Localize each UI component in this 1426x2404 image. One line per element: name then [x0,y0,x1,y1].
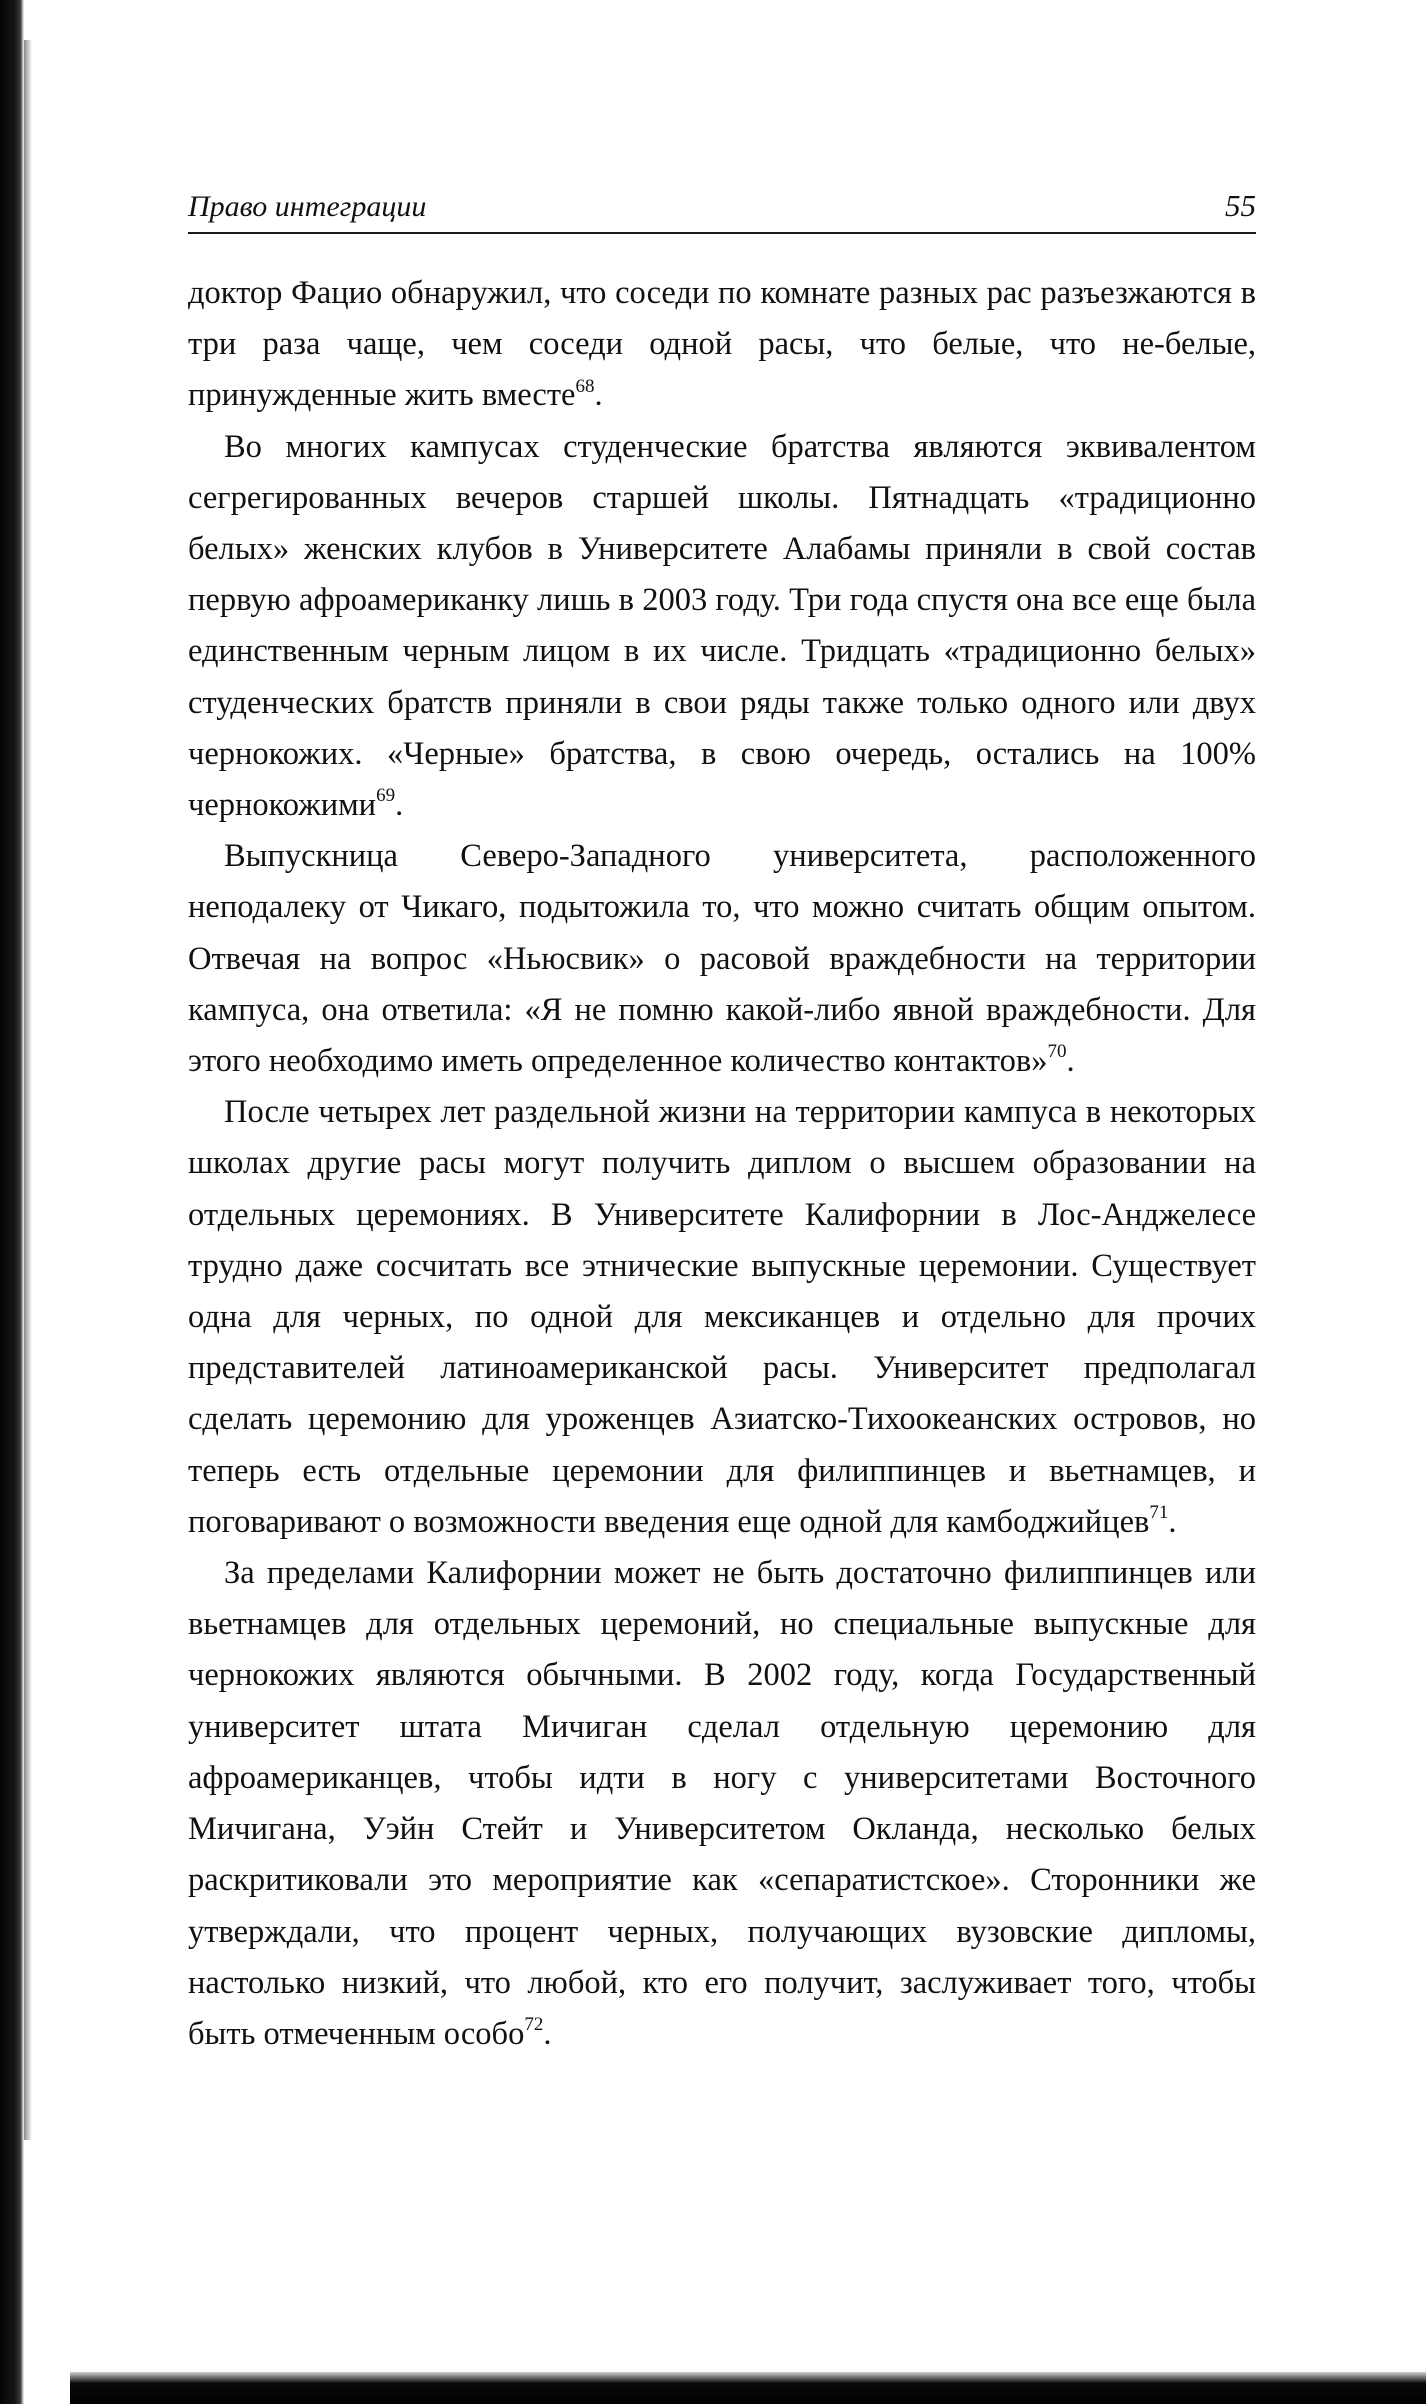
scan-shadow-left-fade [24,40,32,2140]
footnote-ref-70: 70 [1047,1041,1067,1063]
footnote-ref-68: 68 [575,375,595,397]
paragraph-5 [188,1548,1256,2060]
footnote-ref-69: 69 [376,785,396,807]
footnote-ref-71: 71 [1149,1502,1169,1524]
page-body [188,268,1256,2060]
paragraph-1 [188,268,1256,422]
footnote-ref-72: 72 [524,2014,544,2036]
paragraph-text: После четырех лет раздельной жизни на территории кампуса в некоторых школах другие расы могут получить диплом о высшем образовании на отдельных церемониях. В Университете Калифорнии в Лос-Анджелесе трудно даже сосчитать все этнические выпускные церемонии. Существует одна для черных, по одной для мексиканцев и отдельно для прочих представителей латиноамериканской расы. Университет предполагал сделать церемонию для уроженцев Азиатско-Тихоокеанских островов, но теперь есть отдельные церемонии для филиппинцев и вьетнамцев, и поговаривают о возможности введения еще одной для камбоджийцев [188,1094,1256,1540]
paragraph-end: . [543,2015,552,2052]
paragraph-3 [188,831,1256,1087]
paragraph-text: Во многих кампусах студенческие братства являются эквивалентом сегрегированных вечеров старшей школы. Пятнадцать «традиционно белых» женских клубов в Университете Алабамы приняли в свой состав первую афроамериканку лишь в 2003 году. Три года спустя она все еще была единственным черным лицом в их числе. Тридцать «традиционно белых» студенческих братств приняли в свои ряды также только одного или двух чернокожих. «Черные» братства, в свою очередь, остались на 100% чернокожими [188,428,1256,824]
paragraph-text: За пределами Калифорнии может не быть достаточно филиппинцев или вьетнамцев для отдельных церемоний, но специальные выпускные для чернокожих являются обычными. В 2002 году, когда Государственный университет штата Мичиган сделал отдельную церемонию для афроамериканцев, чтобы идти в ногу с университетами Восточного Мичигана, Уэйн Стейт и Университетом Окланда, несколько белых раскритиковали это мероприятие как «сепаратистское». Сторонники же утверждали, что процент черных, получающих вузовские дипломы, настолько низкий, что любой, кто его получит, заслуживает того, чтобы быть отмеченным особо [188,1555,1256,2052]
paragraph-text: доктор Фацио обнаружил, что соседи по комнате разных рас разъезжаются в три раза чаще, чем соседи одной расы, что белые, что не-белые, принужденные жить вместе [188,275,1256,414]
page-header [188,182,1256,234]
paragraph-end: . [1168,1503,1177,1540]
running-title: Право интеграции [188,190,427,223]
paragraph-end: . [594,377,603,414]
paragraph-end: . [395,787,404,824]
page-number: 55 [1225,188,1256,223]
paragraph-end: . [1066,1043,1075,1080]
scan-shadow-left [0,0,24,2404]
paragraph-2 [188,422,1256,832]
paragraph-4 [188,1087,1256,1548]
scan-shadow-bottom [70,2372,1426,2404]
paragraph-text: Выпускница Северо-Западного университета, расположенного неподалеку от Чикаго, подытожила то, что можно считать общим опытом. Отвечая на вопрос «Ньюсвик» о расовой враждебности на территории кампуса, она ответила: «Я не помню какой-либо явной враждебности. Для этого необходимо иметь определенное количество контактов» [188,838,1256,1080]
